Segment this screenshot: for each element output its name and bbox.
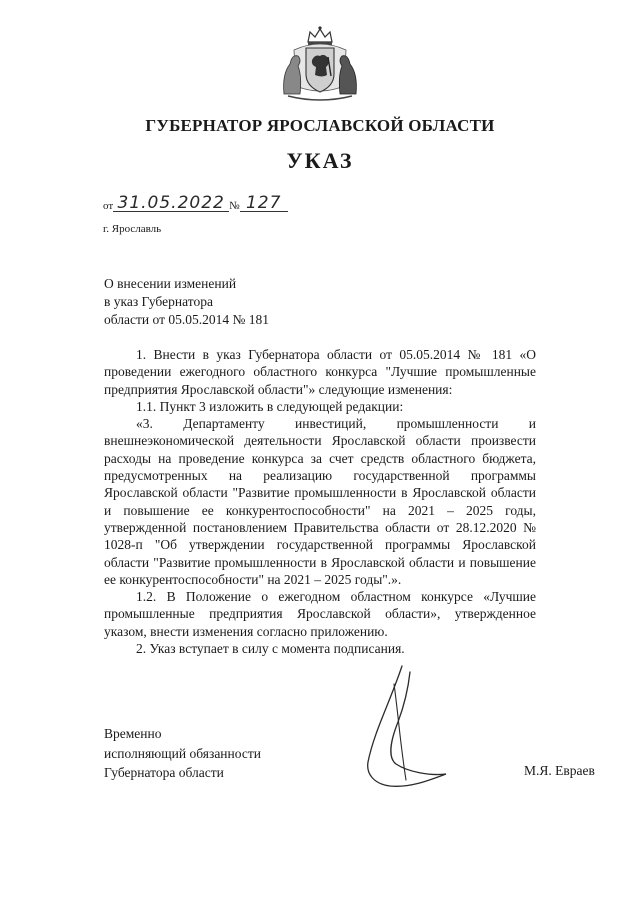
date-number-line — [103, 193, 288, 213]
subject-line: области от 05.05.2014 № 181 — [104, 312, 269, 327]
position-line: исполняющий обязанности — [104, 745, 261, 761]
paragraph-1-2: 1.2. В Положение о ежегодном областном конкурсе «Лучшие промышленные предприятия Ярославской области», утвержденное указом, внести изменения согласно приложению. — [104, 589, 536, 639]
coat-of-arms-emblem — [274, 24, 366, 104]
paragraph-3-quote: «3. Департаменту инвестиций, промышленности и внешнеэкономической деятельности Ярославской области произвести расходы на проведение конкурса за счет средств областного бюджета, предусмотренных на реализацию государственной программы Ярославской области "Развитие промышленности в Ярославской области и повышение ее конкурентоспособности" на 2021 – 2025 годы, утвержденной постановлением Правительства области от 28.12.2020 № 1028-п "Об утверждении государственной программы Ярославской области "Развитие промышленности в Ярославской области и повышение ее конкурентоспособности" на 2021 – 2025 годы".». — [104, 416, 536, 587]
subject-line: О внесении изменений — [104, 276, 237, 291]
position-line: Губернатора области — [104, 765, 224, 780]
subject-block — [104, 275, 269, 329]
handwritten-number: 127 — [240, 196, 288, 212]
authority-title: ГУБЕРНАТОР ЯРОСЛАВСКОЙ ОБЛАСТИ — [145, 116, 495, 135]
city-label: г. Ярославль — [103, 223, 162, 235]
number-prefix: № — [229, 200, 240, 212]
document-type: УКАЗ — [286, 148, 354, 173]
paragraph-1-1: 1.1. Пункт 3 изложить в следующей редакции: — [136, 398, 404, 414]
position-line: Временно — [104, 726, 162, 741]
paragraph-2: 2. Указ вступает в силу с момента подписания. — [136, 641, 405, 657]
paragraph-1: 1. Внести в указ Губернатора области от 05.05.2014 № 181 «О проведении ежегодного областного конкурса "Лучшие промышленные предприятия Ярославской области"» следующие изменения: — [104, 347, 536, 397]
signer-name: М.Я. Евраев — [524, 763, 595, 778]
date-prefix: от — [103, 200, 114, 212]
subject-line: в указ Губернатора — [104, 294, 213, 309]
document-body — [104, 346, 536, 657]
signatory-position — [104, 724, 261, 783]
handwritten-date: 31.05.2022 — [113, 196, 229, 212]
handwritten-signature — [360, 662, 450, 802]
